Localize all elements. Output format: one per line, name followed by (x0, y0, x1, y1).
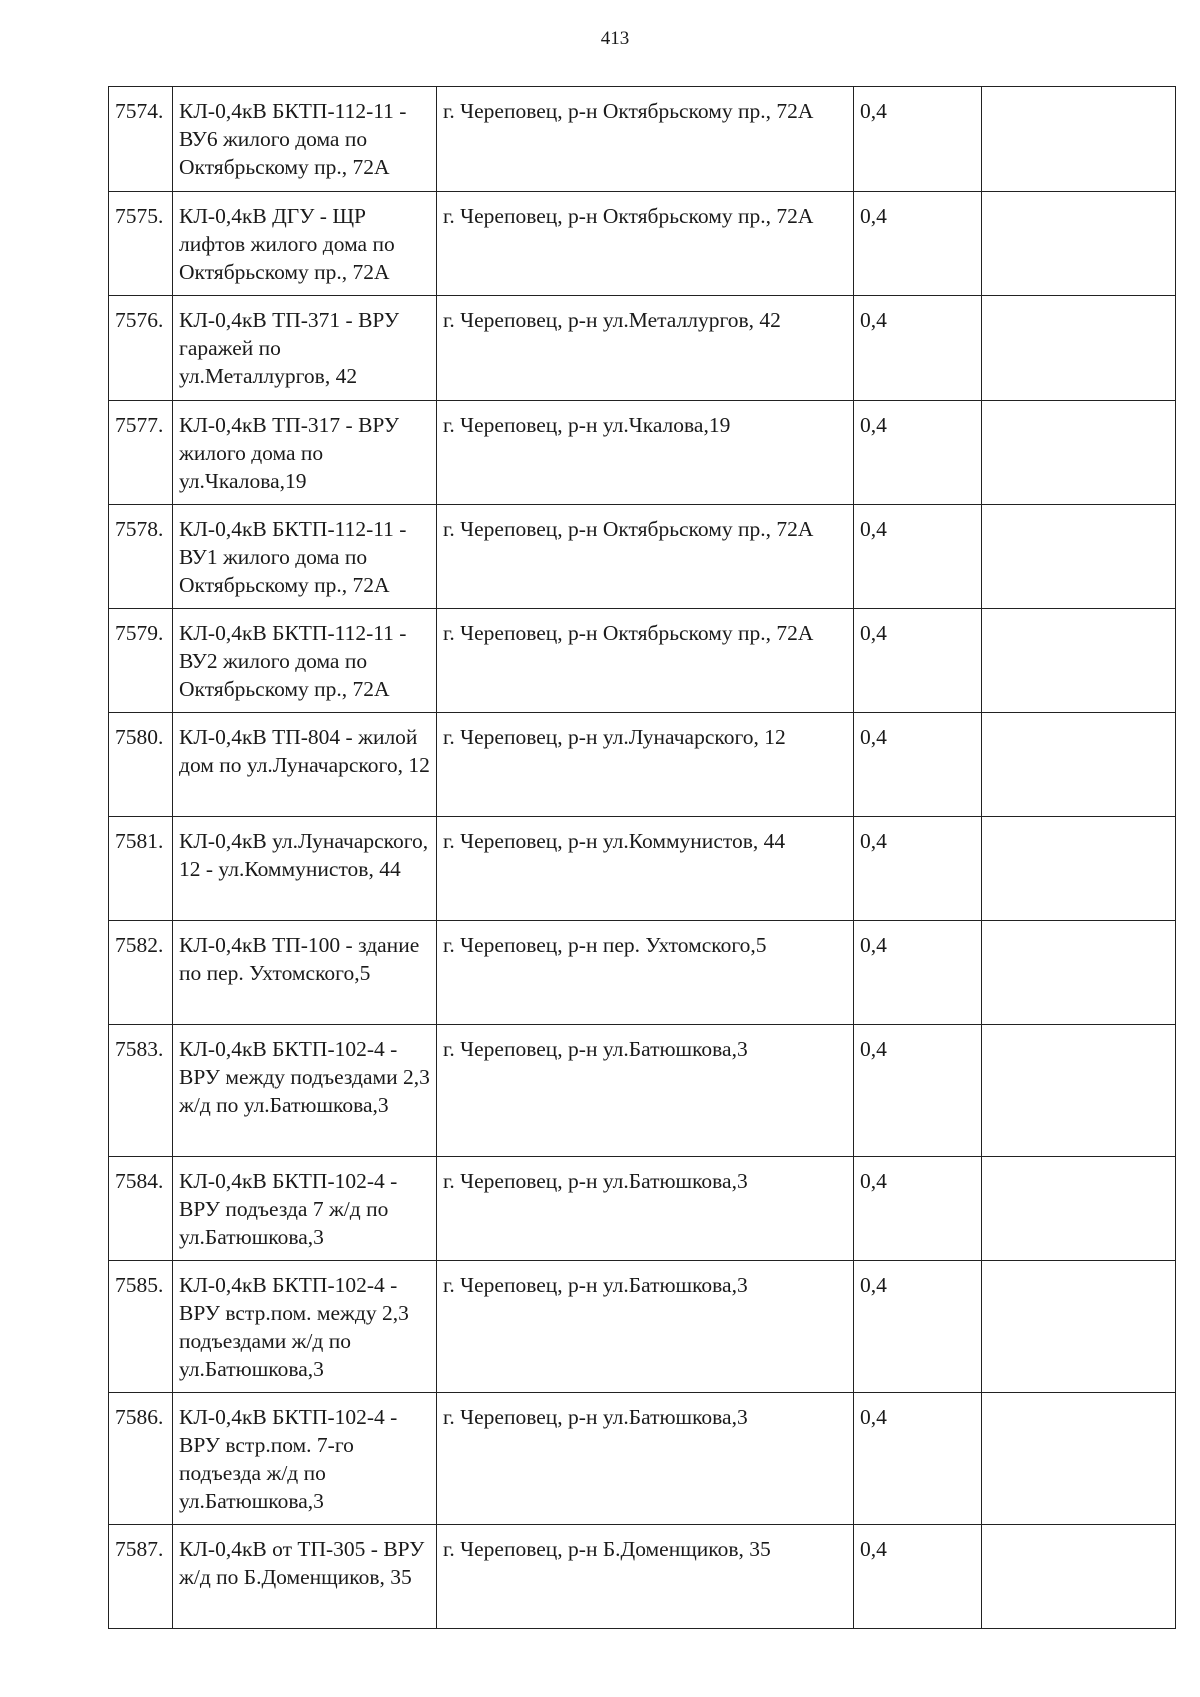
row-number-cell: 7581. (109, 817, 173, 921)
row-number-cell: 7587. (109, 1525, 173, 1629)
cable-lines-table (108, 86, 1176, 1629)
voltage-cell: 0,4 (854, 87, 982, 192)
extra-cell (982, 192, 1176, 296)
row-number-cell: 7577. (109, 401, 173, 505)
row-number-cell: 7579. (109, 609, 173, 713)
table-row (109, 401, 1176, 505)
row-number-cell: 7582. (109, 921, 173, 1025)
extra-cell (982, 713, 1176, 817)
extra-cell (982, 1025, 1176, 1157)
address-cell: г. Череповец, р-н ул.Луначарского, 12 (437, 713, 854, 817)
line-name-cell: КЛ-0,4кВ ТП-804 - жилой дом по ул.Луначарского, 12 (173, 713, 437, 817)
extra-cell (982, 609, 1176, 713)
voltage-cell: 0,4 (854, 1025, 982, 1157)
extra-cell (982, 401, 1176, 505)
address-cell: г. Череповец, р-н ул.Батюшкова,3 (437, 1393, 854, 1525)
table-row (109, 87, 1176, 192)
table-row (109, 1157, 1176, 1261)
line-name-cell: КЛ-0,4кВ БКТП-102-4 - ВРУ подъезда 7 ж/д по ул.Батюшкова,3 (173, 1157, 437, 1261)
address-cell: г. Череповец, р-н ул.Чкалова,19 (437, 401, 854, 505)
line-name-cell: КЛ-0,4кВ БКТП-102-4 - ВРУ встр.пом. 7-го подъезда ж/д по ул.Батюшкова,3 (173, 1393, 437, 1525)
address-cell: г. Череповец, р-н ул.Коммунистов, 44 (437, 817, 854, 921)
voltage-cell: 0,4 (854, 1525, 982, 1629)
line-name-cell: КЛ-0,4кВ ДГУ - ЩР лифтов жилого дома по Октябрьскому пр., 72А (173, 192, 437, 296)
table-row (109, 1525, 1176, 1629)
voltage-cell: 0,4 (854, 192, 982, 296)
line-name-cell: КЛ-0,4кВ от ТП-305 - ВРУ ж/д по Б.Доменщиков, 35 (173, 1525, 437, 1629)
line-name-cell: КЛ-0,4кВ БКТП-102-4 - ВРУ встр.пом. между 2,3 подъездами ж/д по ул.Батюшкова,3 (173, 1261, 437, 1393)
address-cell: г. Череповец, р-н ул.Батюшкова,3 (437, 1157, 854, 1261)
table-row (109, 192, 1176, 296)
line-name-cell: КЛ-0,4кВ ул.Луначарского, 12 - ул.Коммунистов, 44 (173, 817, 437, 921)
table-row (109, 1025, 1176, 1157)
table-row (109, 505, 1176, 609)
extra-cell (982, 505, 1176, 609)
voltage-cell: 0,4 (854, 505, 982, 609)
line-name-cell: КЛ-0,4кВ БКТП-102-4 - ВРУ между подъездами 2,3 ж/д по ул.Батюшкова,3 (173, 1025, 437, 1157)
address-cell: г. Череповец, р-н ул.Металлургов, 42 (437, 296, 854, 401)
line-name-cell: КЛ-0,4кВ ТП-371 - ВРУ гаражей по ул.Металлургов, 42 (173, 296, 437, 401)
table-row (109, 609, 1176, 713)
address-cell: г. Череповец, р-н Октябрьскому пр., 72А (437, 609, 854, 713)
table-row (109, 1393, 1176, 1525)
extra-cell (982, 87, 1176, 192)
table-row (109, 921, 1176, 1025)
address-cell: г. Череповец, р-н Б.Доменщиков, 35 (437, 1525, 854, 1629)
line-name-cell: КЛ-0,4кВ БКТП-112-11 - ВУ1 жилого дома по Октябрьскому пр., 72А (173, 505, 437, 609)
row-number-cell: 7576. (109, 296, 173, 401)
table-row (109, 817, 1176, 921)
voltage-cell: 0,4 (854, 609, 982, 713)
line-name-cell: КЛ-0,4кВ БКТП-112-11 - ВУ6 жилого дома по Октябрьскому пр., 72А (173, 87, 437, 192)
address-cell: г. Череповец, р-н Октябрьскому пр., 72А (437, 87, 854, 192)
row-number-cell: 7575. (109, 192, 173, 296)
voltage-cell: 0,4 (854, 401, 982, 505)
row-number-cell: 7586. (109, 1393, 173, 1525)
line-name-cell: КЛ-0,4кВ БКТП-112-11 - ВУ2 жилого дома по Октябрьскому пр., 72А (173, 609, 437, 713)
table-row (109, 713, 1176, 817)
address-cell: г. Череповец, р-н ул.Батюшкова,3 (437, 1261, 854, 1393)
row-number-cell: 7580. (109, 713, 173, 817)
row-number-cell: 7584. (109, 1157, 173, 1261)
line-name-cell: КЛ-0,4кВ ТП-317 - ВРУ жилого дома по ул.Чкалова,19 (173, 401, 437, 505)
extra-cell (982, 921, 1176, 1025)
address-cell: г. Череповец, р-н Октябрьскому пр., 72А (437, 192, 854, 296)
row-number-cell: 7578. (109, 505, 173, 609)
table-row (109, 296, 1176, 401)
row-number-cell: 7583. (109, 1025, 173, 1157)
extra-cell (982, 1157, 1176, 1261)
voltage-cell: 0,4 (854, 1261, 982, 1393)
table-body (109, 87, 1176, 1629)
extra-cell (982, 1393, 1176, 1525)
row-number-cell: 7574. (109, 87, 173, 192)
extra-cell (982, 296, 1176, 401)
extra-cell (982, 1261, 1176, 1393)
voltage-cell: 0,4 (854, 921, 982, 1025)
table-row (109, 1261, 1176, 1393)
line-name-cell: КЛ-0,4кВ ТП-100 - здание по пер. Ухтомского,5 (173, 921, 437, 1025)
voltage-cell: 0,4 (854, 1157, 982, 1261)
address-cell: г. Череповец, р-н пер. Ухтомского,5 (437, 921, 854, 1025)
extra-cell (982, 1525, 1176, 1629)
address-cell: г. Череповец, р-н Октябрьскому пр., 72А (437, 505, 854, 609)
voltage-cell: 0,4 (854, 296, 982, 401)
row-number-cell: 7585. (109, 1261, 173, 1393)
voltage-cell: 0,4 (854, 713, 982, 817)
voltage-cell: 0,4 (854, 817, 982, 921)
page-number: 413 (600, 28, 630, 49)
voltage-cell: 0,4 (854, 1393, 982, 1525)
address-cell: г. Череповец, р-н ул.Батюшкова,3 (437, 1025, 854, 1157)
extra-cell (982, 817, 1176, 921)
